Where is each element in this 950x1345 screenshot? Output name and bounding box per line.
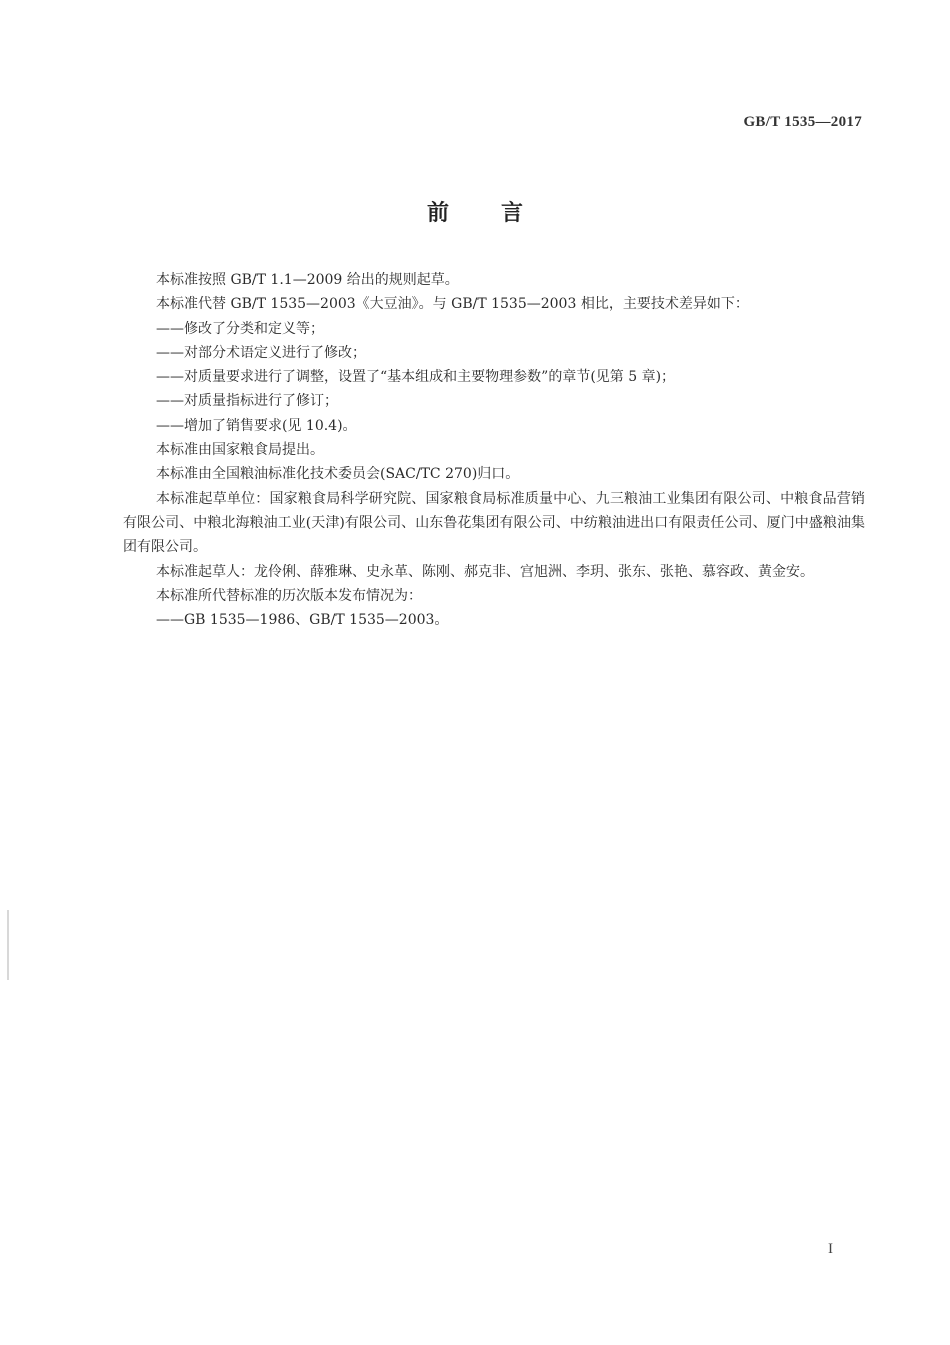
standard-number: GB/T 1535—2017	[743, 114, 862, 130]
change-item: ——对部分术语定义进行了修改；	[156, 344, 366, 361]
paragraph-history: 本标准所代替标准的历次版本发布情况为：	[156, 587, 422, 604]
change-item: ——修改了分类和定义等；	[156, 320, 324, 337]
foreword-body	[123, 268, 865, 632]
paragraph-replacement: 本标准代替 GB/T 1535—2003《大豆油》。与 GB/T 1535—2003 相比，主要技术差异如下：	[156, 296, 749, 313]
paragraph-drafting-units: 本标准起草单位：国家粮食局科学研究院、国家粮食局标准质量中心、九三粮油工业集团有限公司、中粮食品营销有限公司、中粮北海粮油工业(天津)有限公司、山东鲁花集团有限公司、中纺粮油进出口有限责任公司、厦门中盛粮油集团有限公司。	[123, 490, 865, 556]
paragraph-drafters: 本标准起草人：龙伶俐、薛雅琳、史永革、陈刚、郝克非、宫旭洲、李玥、张东、张艳、慕容政、黄金安。	[156, 563, 814, 580]
change-item: ——增加了销售要求(见 10.4)。	[156, 417, 357, 434]
change-item: ——对质量要求进行了调整，设置了“基本组成和主要物理参数”的章节(见第 5 章)；	[156, 369, 676, 386]
page-number: I	[828, 1241, 833, 1257]
paragraph-drafting-rules: 本标准按照 GB/T 1.1—2009 给出的规则起草。	[156, 272, 459, 288]
history-item: ——GB 1535—1986、GB/T 1535—2003。	[156, 612, 449, 629]
paragraph-committee: 本标准由全国粮油标准化技术委员会(SAC/TC 270)归口。	[156, 466, 520, 483]
page-title: 前言	[426, 201, 575, 226]
change-item: ——对质量指标进行了修订；	[156, 393, 338, 410]
paragraph-proposer: 本标准由国家粮食局提出。	[156, 442, 324, 459]
scan-artifact	[7, 910, 9, 980]
